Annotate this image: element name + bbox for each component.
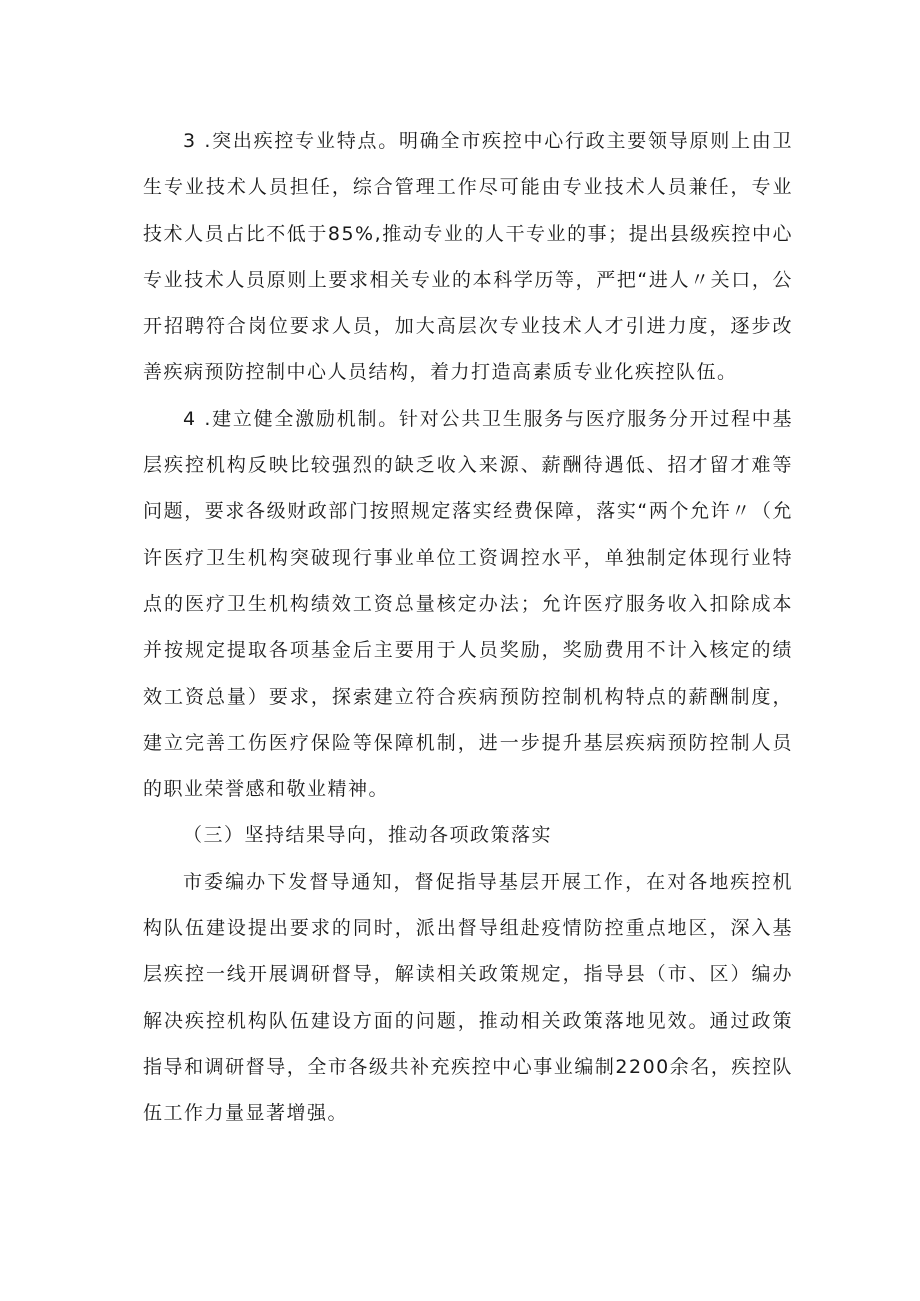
document-body	[143, 118, 793, 1137]
paragraph-supervision: 市委编办下发督导通知，督促指导基层开展工作，在对各地疾控机构队伍建设提出要求的同时，派出督导组赴疫情防控重点地区，深入基层疾控一线开展调研督导，解读相关政策规定，指导县（市、区）编办解决疾控机构队伍建设方面的问题，推动相关政策落地见效。通过政策指导和调研督导，全市各级共补充疾控中心事业编制2200余名，疾控队伍工作力量显著增强。	[143, 870, 793, 1125]
paragraph-specialty-features: 3 .突出疾控专业特点。明确全市疾控中心行政主要领导原则上由卫生专业技术人员担任，综合管理工作尽可能由专业技术人员兼任，专业技术人员占比不低于85%,推动专业的人干专业的事；提出县级疾控中心专业技术人员原则上要求相关专业的本科学历等，严把“进人〃关口，公开招聘符合岗位要求人员，加大高层次专业技术人才引进力度，逐步改善疾病预防控制中心人员结构，着力打造高素质专业化疾控队伍。	[143, 130, 793, 384]
paragraph-incentive-mechanism: 4 .建立健全激励机制。针对公共卫生服务与医疗服务分开过程中基层疾控机构反映比较强烈的缺乏收入来源、薪酬待遇低、招才留才难等问题，要求各级财政部门按照规定落实经费保障，落实“两个允许〃（允许医疗卫生机构突破现行事业单位工资调控水平，单独制定体现行业特点的医疗卫生机构绩效工资总量核定办法；允许医疗服务收入扣除成本并按规定提取各项基金后主要用于人员奖励，奖励费用不计入核定的绩效工资总量）要求，探索建立符合疾病预防控制机构特点的薪酬制度，建立完善工伤医疗保险等保障机制，进一步提升基层疾病预防控制人员的职业荣誉感和敬业精神。	[143, 407, 793, 801]
section-heading: （三）坚持结果导向，推动各项政策落实	[183, 824, 553, 847]
